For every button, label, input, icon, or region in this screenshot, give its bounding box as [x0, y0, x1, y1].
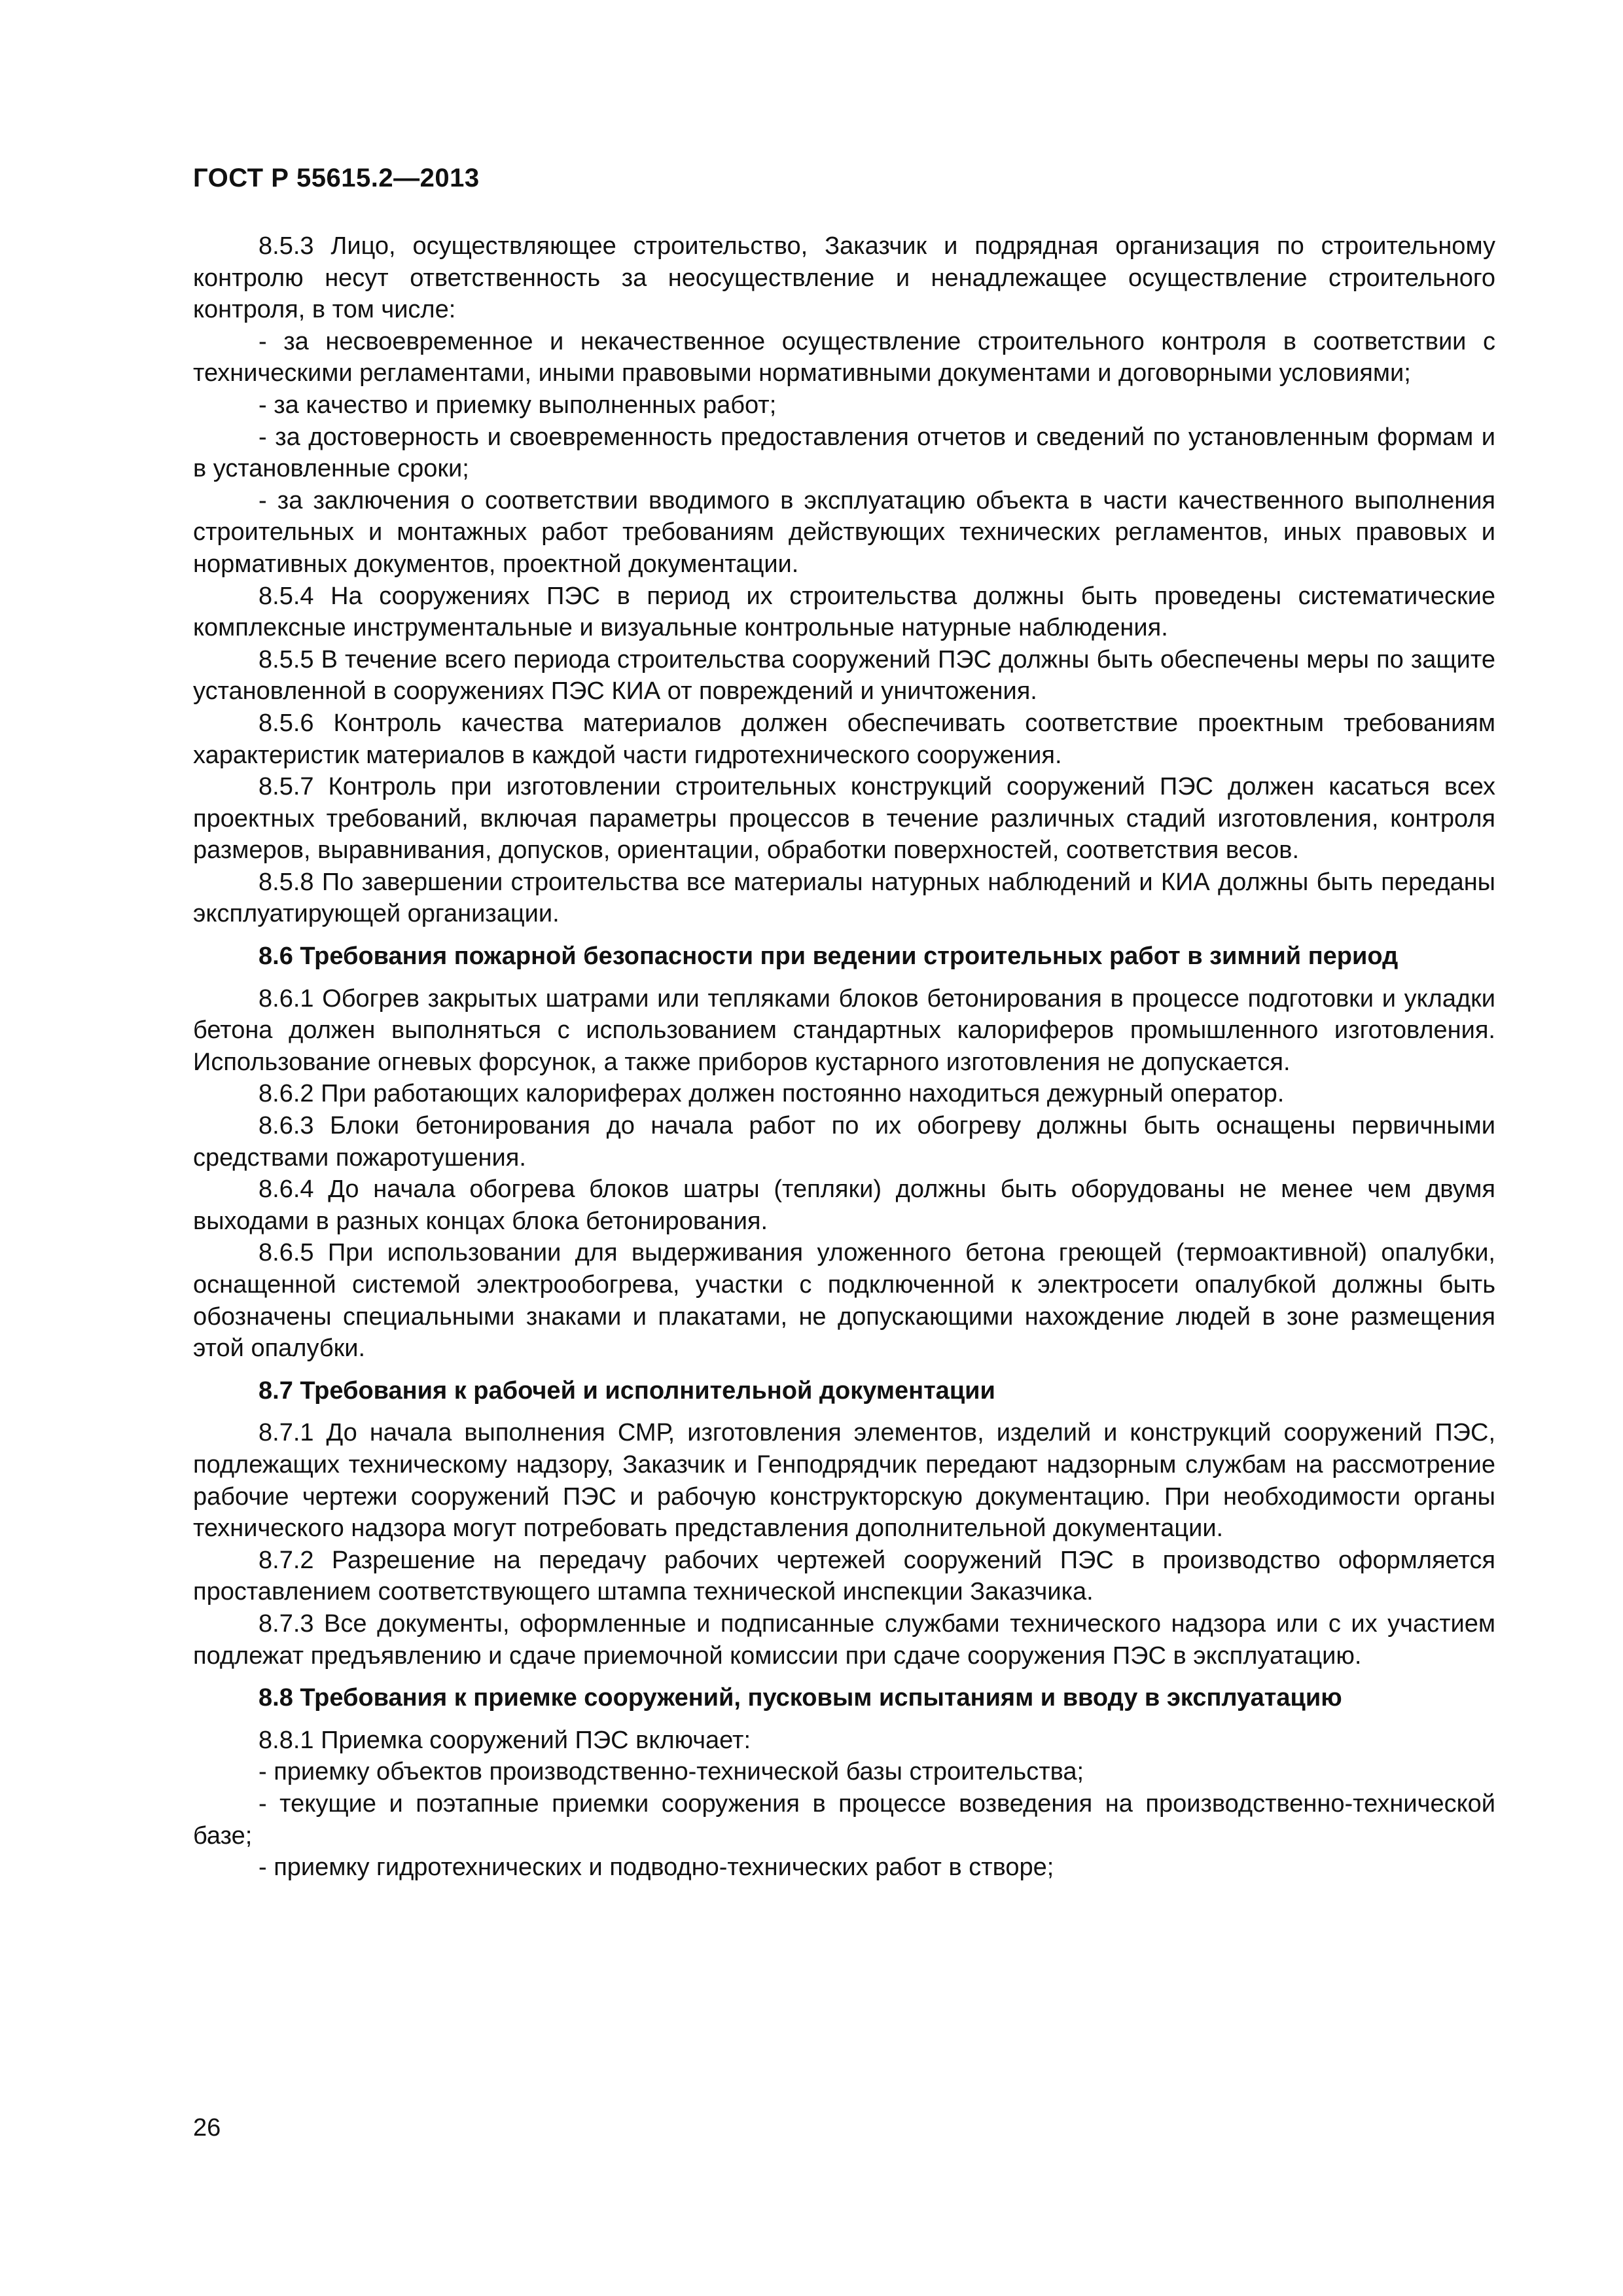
list-item: - за заключения о соответствии вводимого в эксплуатацию объекта в части качественного выполнения строительных и монтажных работ требованиям действующих технических регламентов, иных правовых и нормативных документов, проектной документации. — [193, 486, 1495, 578]
document-header: ГОСТ Р 55615.2—2013 — [193, 164, 480, 192]
paragraph: 8.6.1 Обогрев закрытых шатрами или тепляками блоков бетонирования в процессе подготовки и укладки бетона должен выполняться с использованием стандартных калориферов промышленного изготовления. Использование огневых форсунок, а также приборов кустарного изготовления не допускается. — [193, 984, 1495, 1076]
paragraph: 8.5.8 По завершении строительства все материалы натурных наблюдений и КИА должны быть переданы эксплуатирующей организации. — [193, 868, 1495, 928]
section-heading: 8.6 Требования пожарной безопасности при ведении строительных работ в зимний период — [259, 942, 1399, 971]
paragraph: 8.7.3 Все документы, оформленные и подписанные службами технического надзора или с их участием подлежат предъявлению и сдаче приемочной комиссии при сдаче сооружения ПЭС в эксплуатацию. — [193, 1609, 1495, 1670]
section-heading: 8.7 Требования к рабочей и исполнительной документации — [259, 1376, 995, 1405]
paragraph: 8.7.1 До начала выполнения СМР, изготовления элементов, изделий и конструкций сооружений ПЭС, подлежащих техническому надзору, Заказчик и Генподрядчик передают надзорным службам на рассмотрение рабочие чертежи сооружений ПЭС и рабочую конструкторскую документацию. При необходимости органы технического надзора могут потребовать представления дополнительной документации. — [193, 1419, 1495, 1543]
page-number: 26 — [193, 2114, 221, 2142]
list-item: - за качество и приемку выполненных работ; — [259, 391, 777, 419]
paragraph: 8.6.3 Блоки бетонирования до начала работ по их обогреву должны быть оснащены первичными средствами пожаротушения. — [193, 1112, 1495, 1172]
paragraph: 8.5.4 На сооружениях ПЭС в период их строительства должны быть проведены систематические комплексные инструментальные и визуальные контрольные натурные наблюдения. — [193, 582, 1495, 642]
paragraph: 8.5.5 В течение всего периода строительства сооружений ПЭС должны быть обеспечены меры по защите установленной в сооружениях ПЭС КИА от повреждений и уничтожения. — [193, 645, 1495, 706]
document-body — [193, 230, 1495, 1884]
paragraph: 8.6.5 При использовании для выдерживания уложенного бетона греющей (термоактивной) опалубки, оснащенной системой электрообогрева, участки с подключенной к электросети опалубкой должны быть обозначены специальными знаками и плакатами, не допускающими нахождение людей в зоне размещения этой опалубки. — [193, 1239, 1495, 1363]
list-item: - приемку гидротехнических и подводно-технических работ в створе; — [259, 1854, 1054, 1882]
list-item: - за достоверность и своевременность предоставления отчетов и сведений по установленным формам и в установленные сроки; — [193, 423, 1495, 483]
paragraph: 8.6.2 При работающих калориферах должен постоянно находиться дежурный оператор. — [259, 1080, 1285, 1108]
paragraph: 8.5.3 Лицо, осуществляющее строительство, Заказчик и подрядная организация по строительному контролю несут ответственность за неосуществление и ненадлежащее осуществление строительного контроля, в том числе: — [193, 232, 1495, 324]
list-item: - приемку объектов производственно-технической базы строительства; — [259, 1758, 1084, 1786]
paragraph: 8.5.6 Контроль качества материалов должен обеспечивать соответствие проектным требованиям характеристик материалов в каждой части гидротехнического сооружения. — [193, 709, 1495, 769]
section-heading: 8.8 Требования к приемке сооружений, пусковым испытаниям и вводу в эксплуатацию — [259, 1684, 1342, 1712]
paragraph: 8.6.4 До начала обогрева блоков шатры (тепляки) должны быть оборудованы не менее чем двумя выходами в разных концах блока бетонирования. — [193, 1175, 1495, 1235]
list-item: - за несвоевременное и некачественное осуществление строительного контроля в соответствии с техническими регламентами, иными правовыми нормативными документами и договорными условиями; — [193, 327, 1495, 387]
paragraph: 8.7.2 Разрешение на передачу рабочих чертежей сооружений ПЭС в производство оформляется проставлением соответствующего штампа технической инспекции Заказчика. — [193, 1546, 1495, 1606]
paragraph: 8.8.1 Приемка сооружений ПЭС включает: — [259, 1726, 751, 1754]
paragraph: 8.5.7 Контроль при изготовлении строительных конструкций сооружений ПЭС должен касаться всех проектных требований, включая параметры процессов в течение различных стадий изготовления, контроля размеров, выравнивания, допусков, ориентации, обработки поверхностей, соответствия весов. — [193, 773, 1495, 865]
list-item: - текущие и поэтапные приемки сооружения в процессе возведения на производственно-технической базе; — [193, 1789, 1495, 1850]
